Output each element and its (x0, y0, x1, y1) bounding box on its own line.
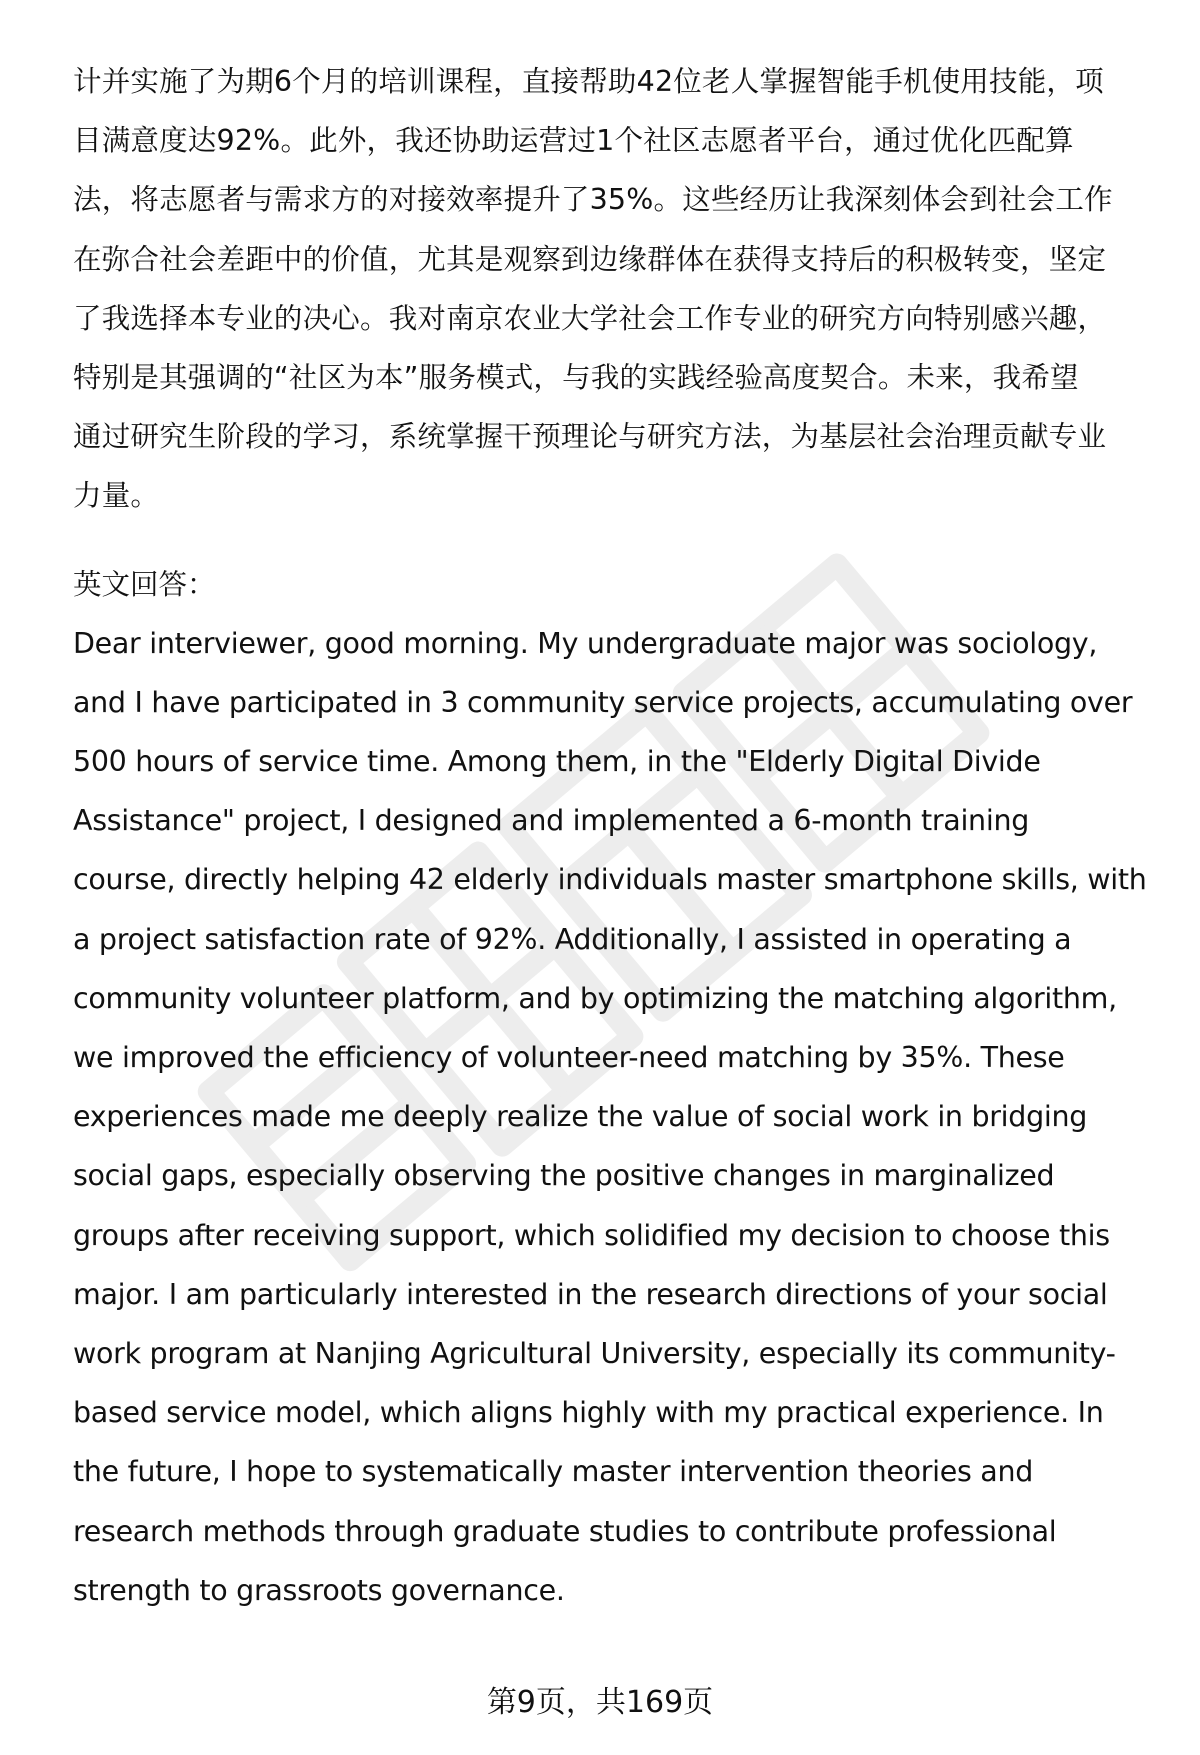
english-answer-heading: 英文回答： (73, 567, 216, 601)
chinese-answer-line: 通过研究生阶段的学习，系统掌握干预理论与研究方法，为基层社会治理贡献专业 (73, 420, 1107, 454)
english-answer-line: we improved the efficiency of volunteer-need matching by 35%. These (73, 1041, 1065, 1075)
english-answer-line: and I have participated in 3 community service projects, accumulating over (73, 685, 1133, 719)
english-answer-line: 500 hours of service time. Among them, in the "Elderly Digital Divide (73, 745, 1041, 779)
english-answer-line: work program at Nanjing Agricultural University, especially its community- (73, 1337, 1116, 1371)
english-answer-line: experiences made me deeply realize the value of social work in bridging (73, 1100, 1088, 1134)
chinese-answer-line: 计并实施了为期6个月的培训课程，直接帮助42位老人掌握智能手机使用技能，项 (73, 65, 1104, 98)
english-answer-line: community volunteer platform, and by optimizing the matching algorithm, (73, 981, 1117, 1015)
chinese-answer-line: 在弥合社会差距中的价值，尤其是观察到边缘群体在获得支持后的积极转变，坚定 (73, 242, 1107, 276)
english-answer-line: Dear interviewer, good morning. My undergraduate major was sociology, (73, 626, 1098, 660)
english-answer-line: Assistance" project, I designed and implemented a 6-month training (73, 804, 1029, 838)
english-answer-line: course, directly helping 42 elderly individuals master smartphone skills, with (73, 863, 1147, 897)
english-answer-line: based service model, which aligns highly with my practical experience. In (73, 1396, 1104, 1430)
chinese-answer-line: 目满意度达92%。此外，我还协助运营过1个社区志愿者平台，通过优化匹配算 (73, 124, 1074, 158)
english-answer-paragraph (73, 614, 1153, 1620)
english-answer-line: strength to grassroots governance. (73, 1573, 565, 1607)
chinese-answer-line: 力量。 (73, 479, 160, 513)
chinese-answer-line: 了我选择本专业的决心。我对南京农业大学社会工作专业的研究方向特别感兴趣， (73, 301, 1107, 335)
chinese-answer-paragraph (73, 52, 1153, 526)
english-answer-line: a project satisfaction rate of 92%. Additionally, I assisted in operating a (73, 922, 1072, 956)
english-answer-line: the future, I hope to systematically master intervention theories and (73, 1455, 1034, 1489)
english-answer-line: research methods through graduate studies to contribute professional (73, 1514, 1057, 1548)
page-content (73, 52, 1153, 1620)
chinese-answer-line: 特别是其强调的“社区为本”服务模式，与我的实践经验高度契合。未来，我希望 (73, 361, 1079, 395)
english-answer-line: major. I am particularly interested in the research directions of your social (73, 1277, 1108, 1311)
chinese-answer-line: 法，将志愿者与需求方的对接效率提升了35%。这些经历让我深刻体会到社会工作 (73, 183, 1113, 217)
page-number-footer: 第9页，共169页 (486, 1685, 714, 1720)
english-answer-line: groups after receiving support, which solidified my decision to choose this (73, 1218, 1110, 1252)
english-answer-line: social gaps, especially observing the positive changes in marginalized (73, 1159, 1055, 1193)
